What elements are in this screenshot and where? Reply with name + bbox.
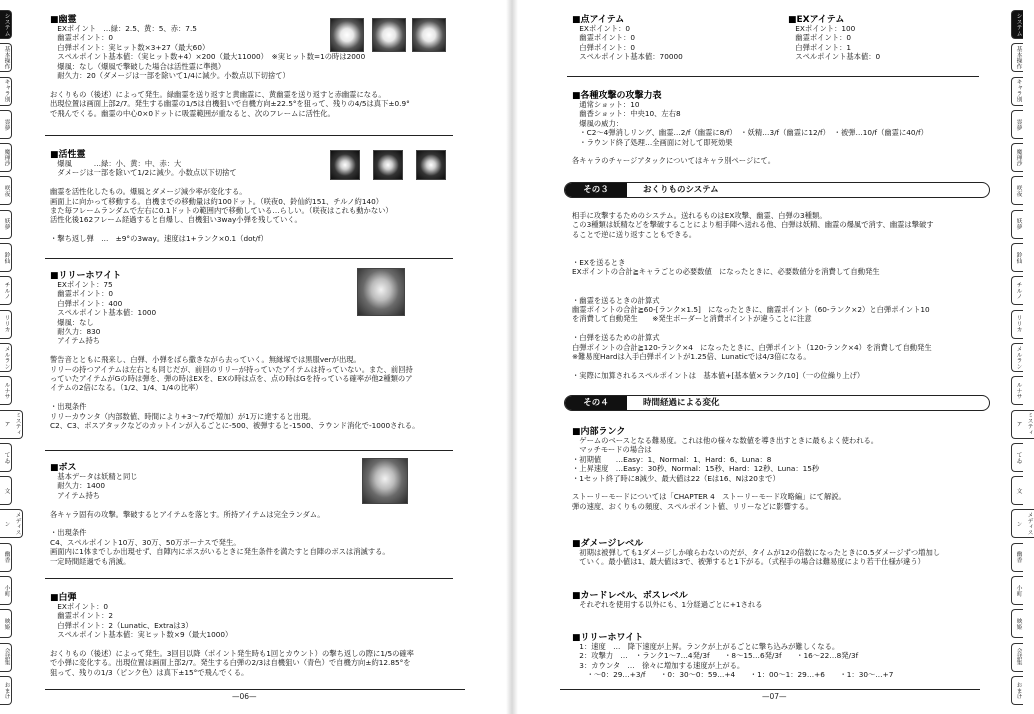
- index-tab: 鈴仙: [0, 243, 12, 272]
- active-ghost-body: [50, 159, 393, 244]
- chapter-3-tag: その３: [565, 183, 627, 197]
- chapter-3-banner: [564, 182, 990, 198]
- text-line: ・EXを送るとき: [572, 258, 626, 268]
- text-line: ・実際に加算されるスペルポイントは 基本値+[基本値×ランク/10]（一の位繰り上げ）: [572, 370, 865, 380]
- index-tab: 霊夢: [1011, 110, 1023, 139]
- text-line: ることで逆に送り返すこともできる。: [572, 229, 697, 239]
- text-line: ・撃ち返し弾 … ±9°の3way。速度は1+ランク×0.1（dot/f）: [50, 234, 268, 244]
- ex-item-heading: ■EXアイテム: [788, 15, 845, 25]
- text-line: 幽霊ポイント：0: [788, 33, 852, 43]
- text-line: [50, 393, 419, 402]
- text-line: ・C2～4弾消しリング、幽霊…2/f（幽霊に8/f） ・妖精…3/f（幽霊に12/f） ・被弾…10/f（幽霊に40/f）: [572, 128, 928, 138]
- text-line: EXポイント …緑：2.5、黄：5、赤：7.5: [50, 24, 197, 33]
- text-line: 耐久力：830: [50, 327, 101, 337]
- text-line: 基本データは妖精と同じ: [50, 472, 138, 481]
- text-line: 相手に攻撃するためのシステム。送れるものはEX攻撃、幽霊、白弾の3種類。: [572, 211, 827, 220]
- text-line: 通常ショット：10: [572, 100, 640, 109]
- text-line: それぞれを使用する以外にも、1分経過ごとに+1される: [572, 600, 763, 609]
- text-line: マッチモードの場合は: [572, 445, 652, 455]
- text-line: 初期は被弾しても1ダメージしか喰らわないのだが、タイムが12の倍数になったときに0.5ダメージずつ増加し: [572, 548, 941, 557]
- index-tab: ミスティア: [1011, 410, 1034, 439]
- text-line: ・出現条件: [50, 402, 87, 412]
- text-line: ・出現条件: [50, 528, 87, 538]
- index-tab: キャラ別: [1011, 77, 1023, 106]
- text-line: 3：カウンタ … 徐々に増加する速度が上がる。: [572, 660, 745, 670]
- text-line: 2：攻撃力 … ・ランク1～7…4発/3f ・8～15…6発/3f ・16～22…8発/3f: [572, 651, 859, 661]
- text-line: [572, 483, 878, 492]
- index-tab: 幽香: [0, 543, 12, 572]
- text-line: 弾の速度、おくりもの頻度、スペルポイント値、リリーなどに影響する。: [572, 501, 813, 511]
- text-line: 白弾ポイント：実ヒット数×3+27（最大60）: [50, 42, 210, 52]
- text-line: ダメージは一部を除いて1/2に減少。小数点以下切捨て: [50, 168, 237, 178]
- index-tab: チルノ: [1011, 276, 1023, 305]
- card-level-body: [572, 600, 763, 609]
- text-line: 幽霊ポイント：0: [572, 33, 636, 43]
- index-tab: 咲夜: [1011, 176, 1023, 205]
- index-tab: 霊夢: [0, 110, 12, 139]
- text-line: ・初期値 …Easy：1、Normal：1、Hard：6、Luna：8: [572, 454, 772, 464]
- text-line: 白弾ポイント：400: [50, 298, 123, 308]
- text-line: ・～0：29…+3/f ・0：30～0：59…+4 ・1：00～1：29…+6 ・1：30～…+7: [572, 670, 894, 680]
- text-line: 1：速度 … 降下速度が上昇。ランクが上がるごとに撃ち込みが難しくなる。: [572, 642, 840, 651]
- text-line: 警告音とともに飛来し、白弾、小弾をばら撒きながら去っていく。無縁塚では黒服verが出現。: [50, 355, 361, 365]
- text-line: 各キャラのチャージアタックについてはキャラ別ページにて。: [572, 156, 775, 166]
- text-line: [50, 500, 390, 509]
- index-tab: 魔理沙: [0, 143, 12, 172]
- text-line: 白弾ポイントの合計≧120-ランク×4 になったときに、白弾ポイント（120-ランク×4）を消費して自動発生: [572, 342, 932, 352]
- text-line: 爆風：なし: [50, 317, 94, 327]
- index-tab: おまけ: [1011, 676, 1023, 705]
- text-line: EXポイント：75: [50, 280, 113, 289]
- boss-heading: ■ボス: [50, 463, 77, 473]
- text-line: 白弾ポイント：2（Lunatic、Extraは3）: [50, 620, 193, 630]
- text-line: スペルポイント基本値：1000: [50, 308, 157, 318]
- text-line: [50, 80, 410, 89]
- text-line: アイテム持ち: [50, 336, 101, 346]
- text-line: この3種類は妖精などを撃破することにより相手陣へ送れる他、白弾は妖精、幽霊の爆風で消す、幽霊は撃破す: [572, 220, 934, 230]
- index-tab: チルノ: [0, 276, 12, 305]
- text-line: 画面上に向かって移動する。自機までの移動量は約100ドット。（咲夜0、鈴仙約151、チルノ約140）: [50, 196, 384, 206]
- text-line: 活性化後162フレーム経過すると自爆し、自機狙い3way小弾を残していく。: [50, 215, 302, 225]
- text-line: [572, 147, 928, 156]
- text-line: を消費して自動発生 ※発生ボーダーと消費ポイントが違うことに注意: [572, 314, 812, 324]
- left-tab-strip: [0, 10, 20, 709]
- index-tab: 鈴仙: [1011, 243, 1023, 272]
- text-line: ・上昇速度 …Easy：30秒、Normal：15秒、Hard：12秒、Luna：15秒: [572, 464, 820, 474]
- text-line: 耐久力：1400: [50, 481, 106, 491]
- text-line: EXポイント：0: [572, 24, 631, 33]
- internal-rank-heading: ■内部ランク: [572, 427, 626, 437]
- text-line: [50, 225, 393, 234]
- index-tab: ルナサ: [1011, 376, 1023, 405]
- index-tab: 会話集: [1011, 643, 1023, 672]
- text-line: EXポイントの合計≧キャラごとの必要数値 になったときに、必要数値分を消費して自動発生: [572, 267, 880, 277]
- ghost-body: [50, 24, 410, 118]
- text-line: 爆風の威力：: [572, 118, 624, 128]
- text-line: 白弾ポイント：1: [788, 42, 852, 52]
- text-line: イテムの2倍になる。（1/2、1/4、1/4の比率）: [50, 383, 203, 393]
- index-tab: 咲夜: [0, 176, 12, 205]
- lily-white-heading: ■リリーホワイト: [50, 271, 122, 281]
- text-line: [50, 640, 414, 649]
- footer-line: [560, 689, 980, 690]
- divider: [45, 578, 453, 579]
- text-line: C4、スペルポイント10万、30万、50万ボーナスで発生。: [50, 537, 241, 547]
- index-tab: 映姫: [0, 609, 12, 638]
- damage-level-heading: ■ダメージレベル: [572, 539, 644, 549]
- index-tab: システム: [0, 10, 12, 39]
- text-line: 幽霊ポイントの合計≧60-[ランク×1.5] になったときに、幽霊ポイント（60-ランク×2）と白弾ポイント10: [572, 305, 930, 315]
- index-tab: メディスン: [0, 509, 23, 538]
- text-line: 爆風：なし（爆風で撃破した場合は活性霊に準拠）: [50, 61, 226, 71]
- text-line: ・1セット終了時に8減少、最大値は22（Eは16、Nは20まで）: [572, 473, 780, 483]
- page-number: —07—: [762, 692, 787, 701]
- text-line: [572, 239, 934, 248]
- text-line: EXポイント：100: [788, 24, 856, 33]
- footer-line: [45, 689, 465, 690]
- text-line: [50, 519, 390, 528]
- boss-body: [50, 472, 390, 566]
- text-line: ていく。最小値は1、最大値は3で、被弾すると1下がる。（式程手の場合は難易度により若干仕様が違う）: [572, 557, 925, 567]
- attack-power-heading: ■各種攻撃の攻撃力表: [572, 91, 662, 101]
- index-tab: てゐ: [1011, 443, 1023, 472]
- text-line: 幽霊ポイント：0: [50, 33, 114, 43]
- ghost-heading: ■幽霊: [50, 15, 77, 25]
- index-tab: 文: [1011, 476, 1023, 505]
- text-line: 爆風 …緑：小、黄：中、赤：大: [50, 159, 182, 168]
- text-line: リリーの持つアイテムは左右とも同じだが、前回のリリーが持っていたアイテムは持っていない。また、前回持: [50, 364, 413, 374]
- index-tab: ルナサ: [0, 376, 12, 405]
- text-line: 幽霊ポイント：2: [50, 611, 114, 621]
- index-tab: ミスティア: [0, 410, 23, 439]
- divider: [45, 450, 453, 451]
- text-line: おくりもの（後述）によって発生。緑幽霊を送り返すと黄幽霊に、黄幽霊を送り返すと赤幽霊になる。: [50, 89, 386, 99]
- index-tab: リリカ: [0, 310, 12, 339]
- index-tab: リリカ: [1011, 310, 1023, 339]
- text-line: [572, 249, 934, 258]
- text-line: スペルポイント基本値：（実ヒット数+4）×200（最大11000） ※実ヒット数=1の時は2000: [50, 52, 366, 62]
- text-line: ストーリーモードについては「CHAPTER 4 ストーリーモード攻略編」にて解説。: [572, 492, 846, 502]
- text-line: スペルポイント基本値：実ヒット数×9（最大1000）: [50, 630, 233, 640]
- red-ghost-image: [412, 18, 446, 52]
- chapter-3-title: おくりものシステム: [643, 185, 719, 195]
- index-tab: 基本操作: [1011, 43, 1023, 72]
- text-line: [572, 362, 934, 371]
- text-line: 各キャラ固有の攻撃。撃破するとアイテムを落とす。所持アイテムは完全ランダム。: [50, 509, 325, 519]
- index-tab: 小町: [0, 576, 12, 605]
- text-line: おくりもの（後述）によって発生。3回目以降（ポイント発生時も1回とカウント）の撃ち返しの際に1/5の確率: [50, 649, 414, 659]
- point-item-heading: ■点アイテム: [572, 15, 625, 25]
- text-line: 出現位置は画面上部2/7。発生する幽霊の1/5は自機狙いで自機方向±22.5°を狙って、残りの4/5は真下±0.9°: [50, 99, 410, 109]
- index-tab: 妖夢: [1011, 210, 1023, 239]
- text-line: アイテム持ち: [50, 490, 101, 500]
- index-tab: てゐ: [0, 443, 12, 472]
- text-line: で飛んでくる。幽霊の中心0×0ドットに吸霊範囲が重なると、次のフレームに活性化。: [50, 108, 335, 118]
- divider: [45, 258, 453, 259]
- text-line: 画面内に1体までしか出現せず、自陣内にボスがいるときに発生条件を満たすと自陣のボスは消滅する。: [50, 547, 390, 557]
- text-line: [572, 277, 934, 286]
- divider: [45, 135, 453, 136]
- white-bullet-body: [50, 602, 414, 677]
- text-line: C2、C3、ボスアタックなどのカットインが入るごとに-500、被弾すると-1500、ラウンド消化で-1000される。: [50, 421, 420, 431]
- right-tab-strip: [1011, 10, 1032, 709]
- text-line: 狙って、残りの1/3（ピンク色）は真下±15°で飛んでくる。: [50, 667, 249, 677]
- index-tab: 小町: [1011, 576, 1023, 605]
- index-tab: おまけ: [0, 676, 12, 705]
- index-tab: システム: [1011, 10, 1023, 39]
- text-line: スペルポイント基本値：70000: [572, 52, 683, 62]
- index-tab: 文: [0, 476, 12, 505]
- active-ghost-heading: ■活性霊: [50, 150, 86, 160]
- index-tab: 魔理沙: [1011, 143, 1023, 172]
- damage-level-body: [572, 548, 940, 567]
- text-line: 幽香ショット：中央10、左右8: [572, 109, 681, 119]
- right-page: [512, 0, 1032, 714]
- text-line: で小弾に変化する。出現位置は画面上部2/7。発生する白弾の2/3は自機狙い（青色）で自機方向±約12.85°を: [50, 658, 411, 668]
- chapter-4-banner: [564, 395, 990, 411]
- text-line: スペルポイント基本値：0: [788, 52, 881, 62]
- text-line: [50, 178, 393, 187]
- internal-rank-body: [572, 436, 878, 511]
- text-line: ・白弾を送るための計算式: [572, 333, 660, 343]
- text-line: ・ラウンド終了処理…全画面に対して即死効果: [572, 137, 733, 147]
- active-ghost-large-image: [416, 150, 446, 180]
- attack-power-body: [572, 100, 928, 166]
- point-item-body: [572, 24, 683, 62]
- index-tab: キャラ別: [0, 77, 12, 106]
- chapter-4-tag: その４: [565, 396, 627, 410]
- index-tab: メルラン: [0, 343, 12, 372]
- card-level-heading: ■カードレベル、ボスレベル: [572, 591, 688, 601]
- ex-item-body: [788, 24, 880, 62]
- page-number: —06—: [232, 692, 257, 701]
- lily-white-change-body: [572, 642, 893, 680]
- text-line: ※難易度Hardは入手白弾ポイントが1.25倍、Lunaticでは4/3倍になる。: [572, 352, 811, 362]
- gift-system-body: [572, 211, 934, 380]
- text-line: [50, 346, 419, 355]
- divider: [567, 76, 979, 77]
- index-tab: 幽香: [1011, 543, 1023, 572]
- left-page: [0, 0, 512, 714]
- index-tab: メルラン: [1011, 343, 1023, 372]
- index-tab: メディスン: [1011, 509, 1034, 538]
- lily-white-change-heading: ■リリーホワイト: [572, 633, 644, 643]
- text-line: 幽霊ポイント：0: [50, 289, 114, 299]
- index-tab: 妖夢: [0, 210, 12, 239]
- text-line: [572, 324, 934, 333]
- text-line: リリーカウンタ（内部数値、時間により+3～7/fで増加）が1万に達すると出現。: [50, 411, 316, 421]
- text-line: ゲームのベースとなる難易度。これは他の様々な数値を導き出すときに最もよく使われる。: [572, 436, 879, 445]
- lily-white-body: [50, 280, 419, 431]
- text-line: EXポイント：0: [50, 602, 109, 611]
- text-line: 幽霊を活性化したもの。爆風とダメージ減少率が変化する。: [50, 187, 247, 197]
- text-line: また毎フレームランダムで左右に0.1ドットの範囲内で移動している…らしい。（咲夜はこれも動かない）: [50, 206, 393, 216]
- white-bullet-heading: ■白弾: [50, 593, 77, 603]
- text-line: [572, 286, 934, 295]
- index-tab: 基本操作: [0, 43, 12, 72]
- text-line: 一定時間経過でも消滅。: [50, 556, 131, 566]
- text-line: 白弾ポイント：0: [572, 42, 636, 52]
- right-gutter: [512, 0, 518, 714]
- chapter-4-title: 時間経過による変化: [643, 398, 720, 408]
- text-line: っていたアイテムがGの時は弾を、弾の時はEXを、EXの時は点を、点の時はGを持っている確率が他2種類のア: [50, 374, 413, 384]
- text-line: 耐久力：20（ダメージは一部を除いて1/4に減少。小数点以下切捨て）: [50, 71, 290, 81]
- index-tab: 会話集: [0, 643, 12, 672]
- index-tab: 映姫: [1011, 609, 1023, 638]
- text-line: ・幽霊を送るときの計算式: [572, 295, 660, 305]
